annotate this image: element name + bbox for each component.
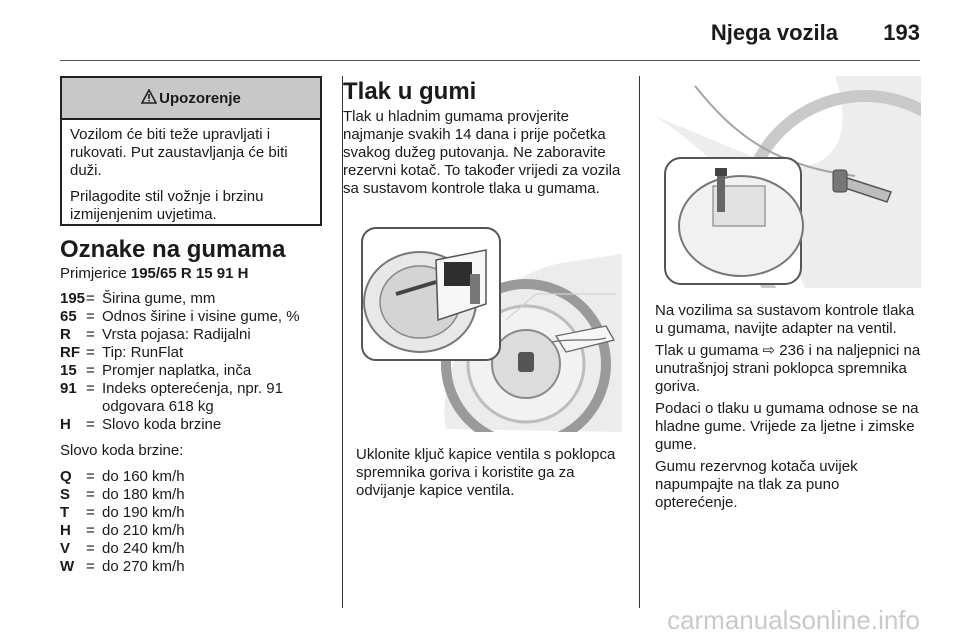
item-key: RF xyxy=(60,344,80,361)
item-value: Tip: RunFlat xyxy=(102,344,184,361)
warning-paragraph: Vozilom će biti teže upravljati i rukovati. Put zaustavljanja će biti duži. xyxy=(70,126,288,179)
page-header xyxy=(60,18,920,58)
warning-header xyxy=(62,78,320,120)
list-item xyxy=(60,558,326,576)
item-key: H xyxy=(60,416,71,433)
item-key: 65 xyxy=(60,308,77,325)
item-value: Odnos širine i visine gume, % xyxy=(102,308,300,325)
page-number: 193 xyxy=(883,20,920,45)
list-item xyxy=(60,416,326,434)
item-key: R xyxy=(60,326,71,343)
item-eq: = xyxy=(86,540,95,557)
warning-box xyxy=(60,76,322,226)
item-key: T xyxy=(60,504,70,521)
column-divider-2 xyxy=(639,76,640,608)
item-key: H xyxy=(60,522,71,539)
item-value: do 160 km/h xyxy=(102,468,185,485)
list-item xyxy=(60,486,326,504)
header-divider xyxy=(60,60,920,61)
item-key: Q xyxy=(60,468,72,485)
list-item xyxy=(60,504,326,522)
item-eq: = xyxy=(86,326,95,343)
item-eq: = xyxy=(86,344,95,361)
item-value: Indeks opterećenja, npr. 91 odgovara 618 kg xyxy=(102,380,283,415)
paragraph: Podaci o tlaku u gumama odnose se na hladne gume. Vrijede za ljetne i zimske gume. xyxy=(655,400,919,453)
item-value: Vrsta pojasa: Radijalni xyxy=(102,326,251,343)
tire-pressure-heading: Tlak u gumi xyxy=(343,78,477,105)
tire-pressure-intro: Tlak u hladnim gumama provjerite najmanje svakih 14 dana i prije početka svakog dužeg putovanja. Ne zaboravite rezervni kotač. To također vrijedi za vozila sa sustavom kontrole tlaka u gumama. xyxy=(343,108,621,197)
paragraph: Na vozilima sa sustavom kontrole tlaka u gumama, navijte adapter na ventil. xyxy=(655,302,915,337)
list-item xyxy=(60,522,326,540)
item-key: V xyxy=(60,540,71,557)
item-value: Širina gume, mm xyxy=(102,290,216,307)
tire-pressure-paragraphs xyxy=(655,302,921,516)
list-item xyxy=(60,362,326,380)
item-eq: = xyxy=(86,558,95,575)
item-eq: = xyxy=(86,308,95,325)
list-item xyxy=(60,344,326,362)
fuel-door-valve-key-illustration xyxy=(356,224,622,432)
example-value: 195/65 R 15 91 H xyxy=(130,265,249,282)
item-eq: = xyxy=(86,362,95,379)
tire-example xyxy=(60,265,248,283)
list-item xyxy=(60,380,326,416)
list-item xyxy=(60,308,326,326)
item-key: 15 xyxy=(60,362,77,379)
item-key: 91 xyxy=(60,380,77,397)
speed-code-list xyxy=(60,468,326,576)
item-key: S xyxy=(60,486,71,503)
item-value: do 240 km/h xyxy=(102,540,185,557)
item-eq: = xyxy=(86,290,95,307)
item-eq: = xyxy=(86,522,95,539)
item-value: do 180 km/h xyxy=(102,486,185,503)
item-eq: = xyxy=(86,416,95,433)
item-key: W xyxy=(60,558,75,575)
warning-body xyxy=(62,120,320,224)
tire-markings-heading: Oznake na gumama xyxy=(60,236,286,263)
item-eq: = xyxy=(86,486,95,503)
warning-paragraph: Prilagodite stil vožnje i brzinu izmijenjenim uvjetima. xyxy=(70,188,264,223)
item-value: do 190 km/h xyxy=(102,504,185,521)
valve-key-caption: Uklonite ključ kapice ventila s poklopca spremnika goriva i koristite ga za odvijanje kapice ventila. xyxy=(356,446,616,499)
tire-code-list xyxy=(60,290,326,434)
warning-icon xyxy=(141,89,157,108)
valve-adapter-illustration xyxy=(655,76,921,288)
speed-code-intro: Slovo koda brzine: xyxy=(60,442,184,459)
paragraph: Gumu rezervnog kotača uvijek napumpajte na tlak za puno opterećenje. xyxy=(655,458,858,511)
list-item xyxy=(60,290,326,308)
item-value: Promjer naplatka, inča xyxy=(102,362,252,379)
list-item xyxy=(60,326,326,344)
item-eq: = xyxy=(86,504,95,521)
item-key: 195 xyxy=(60,290,86,307)
item-value: do 270 km/h xyxy=(102,558,185,575)
item-eq: = xyxy=(86,380,95,397)
list-item xyxy=(60,468,326,486)
section-title: Njega vozila xyxy=(710,20,838,45)
warning-title: Upozorenje xyxy=(159,89,241,107)
watermark: carmanualsonline.info xyxy=(667,605,920,635)
item-value: Slovo koda brzine xyxy=(102,416,222,433)
item-value: do 210 km/h xyxy=(102,522,185,539)
item-eq: = xyxy=(86,468,95,485)
paragraph: Tlak u gumama ⇨ 236 i na naljepnici na unutrašnjoj strani poklopca spremnika goriva. xyxy=(655,342,921,395)
list-item xyxy=(60,540,326,558)
example-label: Primjerice xyxy=(60,265,127,282)
